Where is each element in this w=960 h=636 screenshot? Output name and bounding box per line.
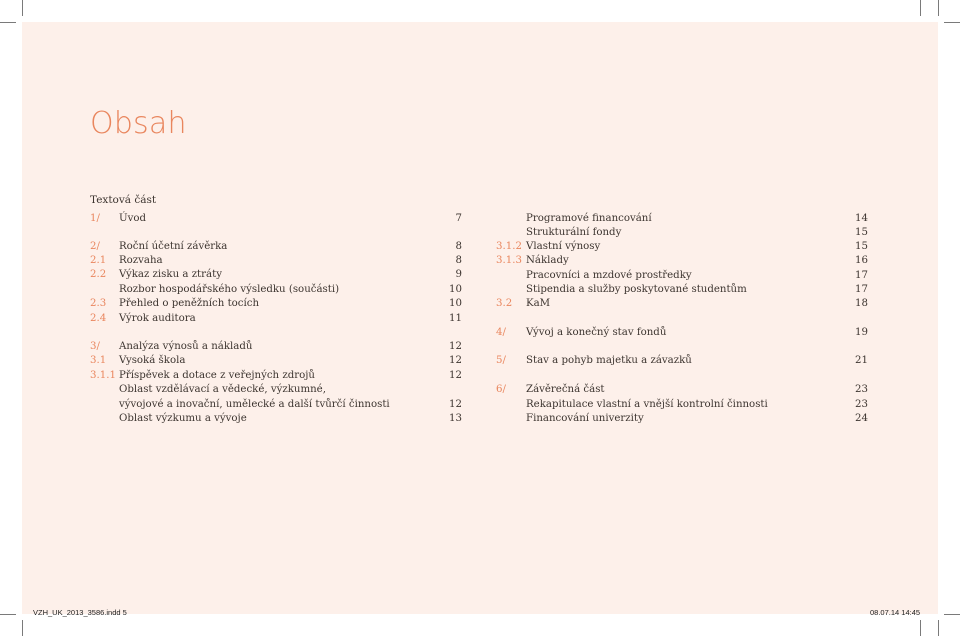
toc-entry-label: Oblast výzkumu a vývoje <box>119 413 247 424</box>
toc-entry[interactable] <box>496 283 868 297</box>
crop-mark <box>0 614 16 615</box>
toc-entry-page: 12 <box>449 341 462 352</box>
toc-entry-number: 2.4 <box>90 313 107 324</box>
footer-file-info: VZH_UK_2013_3586.indd 5 <box>33 608 127 617</box>
toc-entry-number: 2.3 <box>90 298 107 309</box>
toc-entry-number: 2.2 <box>90 269 107 280</box>
toc-entry-page: 12 <box>449 355 462 366</box>
toc-entry[interactable] <box>90 283 462 297</box>
toc-entry-label: Analýza výnosů a nákladů <box>119 341 253 352</box>
toc-entry[interactable] <box>496 254 868 268</box>
toc-entry-label: KaM <box>526 298 551 309</box>
toc-entry-page: 7 <box>455 213 462 224</box>
toc-entry-label: Strukturální fondy <box>526 227 622 238</box>
toc-entry[interactable] <box>496 354 868 368</box>
crop-mark <box>0 22 16 23</box>
crop-mark <box>938 620 939 636</box>
toc-entry-number: 2.1 <box>90 255 107 266</box>
toc-entry-number: 3/ <box>90 341 100 352</box>
toc-entry[interactable] <box>496 212 868 226</box>
toc-entry[interactable] <box>496 412 868 426</box>
toc-entry-number: 4/ <box>496 327 506 338</box>
toc-entry[interactable] <box>90 412 462 426</box>
footer-date: 08.07.14 14:45 <box>870 608 921 617</box>
toc-entry[interactable] <box>90 354 462 368</box>
toc-entry[interactable] <box>90 268 462 282</box>
toc-entry-page: 8 <box>455 241 462 252</box>
toc-entry-page: 8 <box>455 255 462 266</box>
crop-mark <box>22 620 23 636</box>
toc-entry-label: Rekapitulace vlastní a vnější kontrolní činnosti <box>526 399 768 410</box>
toc-entry-number: 3.2 <box>496 298 513 309</box>
toc-entry-label: Rozbor hospodářského výsledku (součásti) <box>119 284 340 295</box>
toc-entry[interactable] <box>90 369 462 383</box>
toc-entry-label: Výkaz zisku a ztráty <box>119 269 222 280</box>
crop-mark <box>920 620 921 636</box>
toc-entry[interactable] <box>90 240 462 254</box>
toc-entry-label: Stipendia a služby poskytované studentům <box>526 284 747 295</box>
toc-entry-page: 23 <box>855 399 868 410</box>
toc-entry-page: 12 <box>449 399 462 410</box>
toc-entry-page: 23 <box>855 384 868 395</box>
toc-entry-page: 24 <box>855 413 868 424</box>
toc-entry-page: 15 <box>855 227 868 238</box>
toc-entry[interactable] <box>90 254 462 268</box>
toc-entry-label: Vysoká škola <box>119 355 186 366</box>
toc-entry[interactable] <box>496 226 868 240</box>
toc-entry[interactable] <box>90 212 462 226</box>
toc-entry-page: 13 <box>449 413 462 424</box>
toc-entry-label: Rozvaha <box>119 255 163 266</box>
toc-entry-number: 6/ <box>496 384 506 395</box>
toc-entry-page: 17 <box>855 270 868 281</box>
toc-entry-number: 3.1.3 <box>496 255 522 266</box>
toc-entry-page: 15 <box>855 241 868 252</box>
toc-entry[interactable] <box>496 326 868 340</box>
toc-entry-page: 14 <box>855 213 868 224</box>
toc-entry[interactable] <box>90 340 462 354</box>
crop-mark <box>920 0 921 16</box>
toc-entry-page: 10 <box>449 298 462 309</box>
toc-entry-label: Náklady <box>526 255 569 266</box>
toc-entry[interactable] <box>496 240 868 254</box>
toc-entry-label: Pracovníci a mzdové prostředky <box>526 270 692 281</box>
toc-entry-page: 18 <box>855 298 868 309</box>
toc-entry-number: 3.1 <box>90 355 107 366</box>
toc-entry-label: Závěrečná část <box>526 384 605 395</box>
toc-entry-number: 3.1.1 <box>90 370 116 381</box>
toc-entry-page: 10 <box>449 284 462 295</box>
toc-entry[interactable] <box>496 383 868 397</box>
toc-entry-label: Příspěvek a dotace z veřejných zdrojů <box>119 370 315 381</box>
toc-entry-page: 9 <box>455 269 462 280</box>
toc-entry-number: 1/ <box>90 213 100 224</box>
crop-mark <box>944 22 960 23</box>
toc-entry-number: 5/ <box>496 355 506 366</box>
toc-entry-label: Vývoj a konečný stav fondů <box>526 327 667 338</box>
toc-entry-label: Stav a pohyb majetku a závazků <box>526 355 692 366</box>
toc-entry-page: 19 <box>855 327 868 338</box>
crop-mark <box>938 0 939 16</box>
toc-entry-label: Programové financování <box>526 213 652 224</box>
toc-entry-page: 12 <box>449 370 462 381</box>
toc-entry[interactable] <box>90 398 462 412</box>
toc-entry-label: Oblast vzdělávací a vědecké, výzkumné, <box>119 384 326 395</box>
toc-entry-number: 3.1.2 <box>496 241 522 252</box>
toc-entry-number: 2/ <box>90 241 100 252</box>
toc-entry-page: 21 <box>855 355 868 366</box>
toc-entry[interactable] <box>90 297 462 311</box>
toc-entry-label: Přehled o peněžních tocích <box>119 298 260 309</box>
toc-entry[interactable] <box>90 312 462 326</box>
toc-entry[interactable] <box>90 383 462 397</box>
toc-entry-page: 17 <box>855 284 868 295</box>
toc-entry[interactable] <box>496 269 868 283</box>
toc-entry-label: Roční účetní závěrka <box>119 241 228 252</box>
toc-entry-label: vývojové a inovační, umělecké a další tvůrčí činnosti <box>119 399 390 410</box>
toc-entry-label: Vlastní výnosy <box>526 241 601 252</box>
page-title: Obsah <box>90 106 187 141</box>
toc-entry-page: 16 <box>855 255 868 266</box>
section-label: Textová část <box>90 194 157 206</box>
toc-entry-label: Financování univerzity <box>526 413 644 424</box>
crop-mark <box>22 0 23 16</box>
toc-entry-label: Úvod <box>119 213 146 224</box>
toc-entry-label: Výrok auditora <box>119 313 196 324</box>
toc-entry-page: 11 <box>449 313 462 324</box>
crop-mark <box>944 614 960 615</box>
toc-entry[interactable] <box>496 398 868 412</box>
toc-entry[interactable] <box>496 297 868 311</box>
